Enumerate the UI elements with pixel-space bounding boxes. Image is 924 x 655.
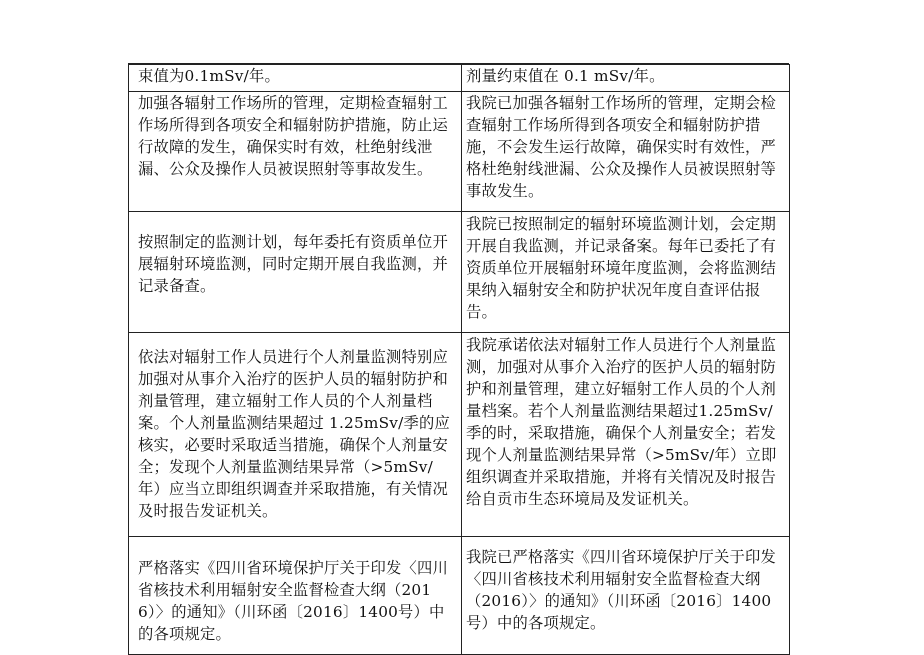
implementation-text: 我院已严格落实《四川省环境保护厅关于印发〈四川省核技术利用辐射安全监督检查大纲（2016）〉的通知》（川环函〔2016〕1400号）中的各项规定。	[466, 548, 776, 632]
requirement-cell	[129, 537, 462, 655]
requirement-cell	[129, 92, 462, 212]
implementation-text: 我院承诺依法对辐射工作人员进行个人剂量监测，加强对从事介入治疗的医护人员的辐射防护和剂量管理，建立好辐射工作人员的个人剂量档案。若个人剂量监测结果超过1.25mSv/季的时，采取措施，确保个人剂量安全；若发现个人剂量监测结果异常（>5mSv/年）立即组织调查并采取措施，并将有关情况及时报告给自贡市生态环境局及发证机关。	[466, 336, 777, 508]
implementation-text: 我院已按照制定的辐射环境监测计划，会定期开展自我监测，并记录备案。每年已委托了有资质单位开展辐射环境年度监测，会将监测结果纳入辐射安全和防护状况年度自查评估报告。	[466, 215, 776, 321]
implementation-text: 我院已加强各辐射工作场所的管理，定期会检查辐射工作场所得到各项安全和辐射防护措施，不会发生运行故障，确保实时有效性，严格杜绝射线泄漏、公众及操作人员被误照射等事故发生。	[466, 94, 776, 200]
implementation-cell	[462, 537, 790, 655]
requirement-cell	[129, 212, 462, 333]
table-row	[129, 65, 790, 92]
requirement-text: 束值为0.1mSv/年。	[138, 67, 280, 85]
requirement-text: 依法对辐射工作人员进行个人剂量监测特别应加强对从事介入治疗的医护人员的辐射防护和剂量管理，建立辐射工作人员的个人剂量档案。个人剂量监测结果超过 1.25mSv/季的应核实，必要时采取适当措施，确保个人剂量安全；发现个人剂量监测结果异常（>5mSv/年）应当立即组织调查并采取措施，有关情况及时报告发证机关。	[138, 348, 450, 520]
requirement-text: 加强各辐射工作场所的管理，定期检查辐射工作场所得到各项安全和辐射防护措施，防止运行故障的发生，确保实时有效，杜绝射线泄漏、公众及操作人员被误照射等事故发生。	[138, 94, 448, 178]
table-row	[129, 212, 790, 333]
table-row	[129, 333, 790, 537]
requirement-cell	[129, 65, 462, 92]
requirements-table	[128, 64, 790, 655]
requirement-cell	[129, 333, 462, 537]
implementation-cell	[462, 333, 790, 537]
implementation-cell	[462, 92, 790, 212]
table-row	[129, 537, 790, 655]
implementation-cell	[462, 212, 790, 333]
requirement-text: 按照制定的监测计划，每年委托有资质单位开展辐射环境监测，同时定期开展自我监测，并记录备查。	[138, 233, 448, 295]
table-row	[129, 92, 790, 212]
implementation-text: 剂量约束值在 0.1 mSv/年。	[466, 67, 665, 85]
implementation-cell	[462, 65, 790, 92]
requirement-text: 严格落实《四川省环境保护厅关于印发〈四川省核技术利用辐射安全监督检查大纲（2016）〉的通知》（川环函〔2016〕1400号）中的各项规定。	[138, 559, 448, 643]
